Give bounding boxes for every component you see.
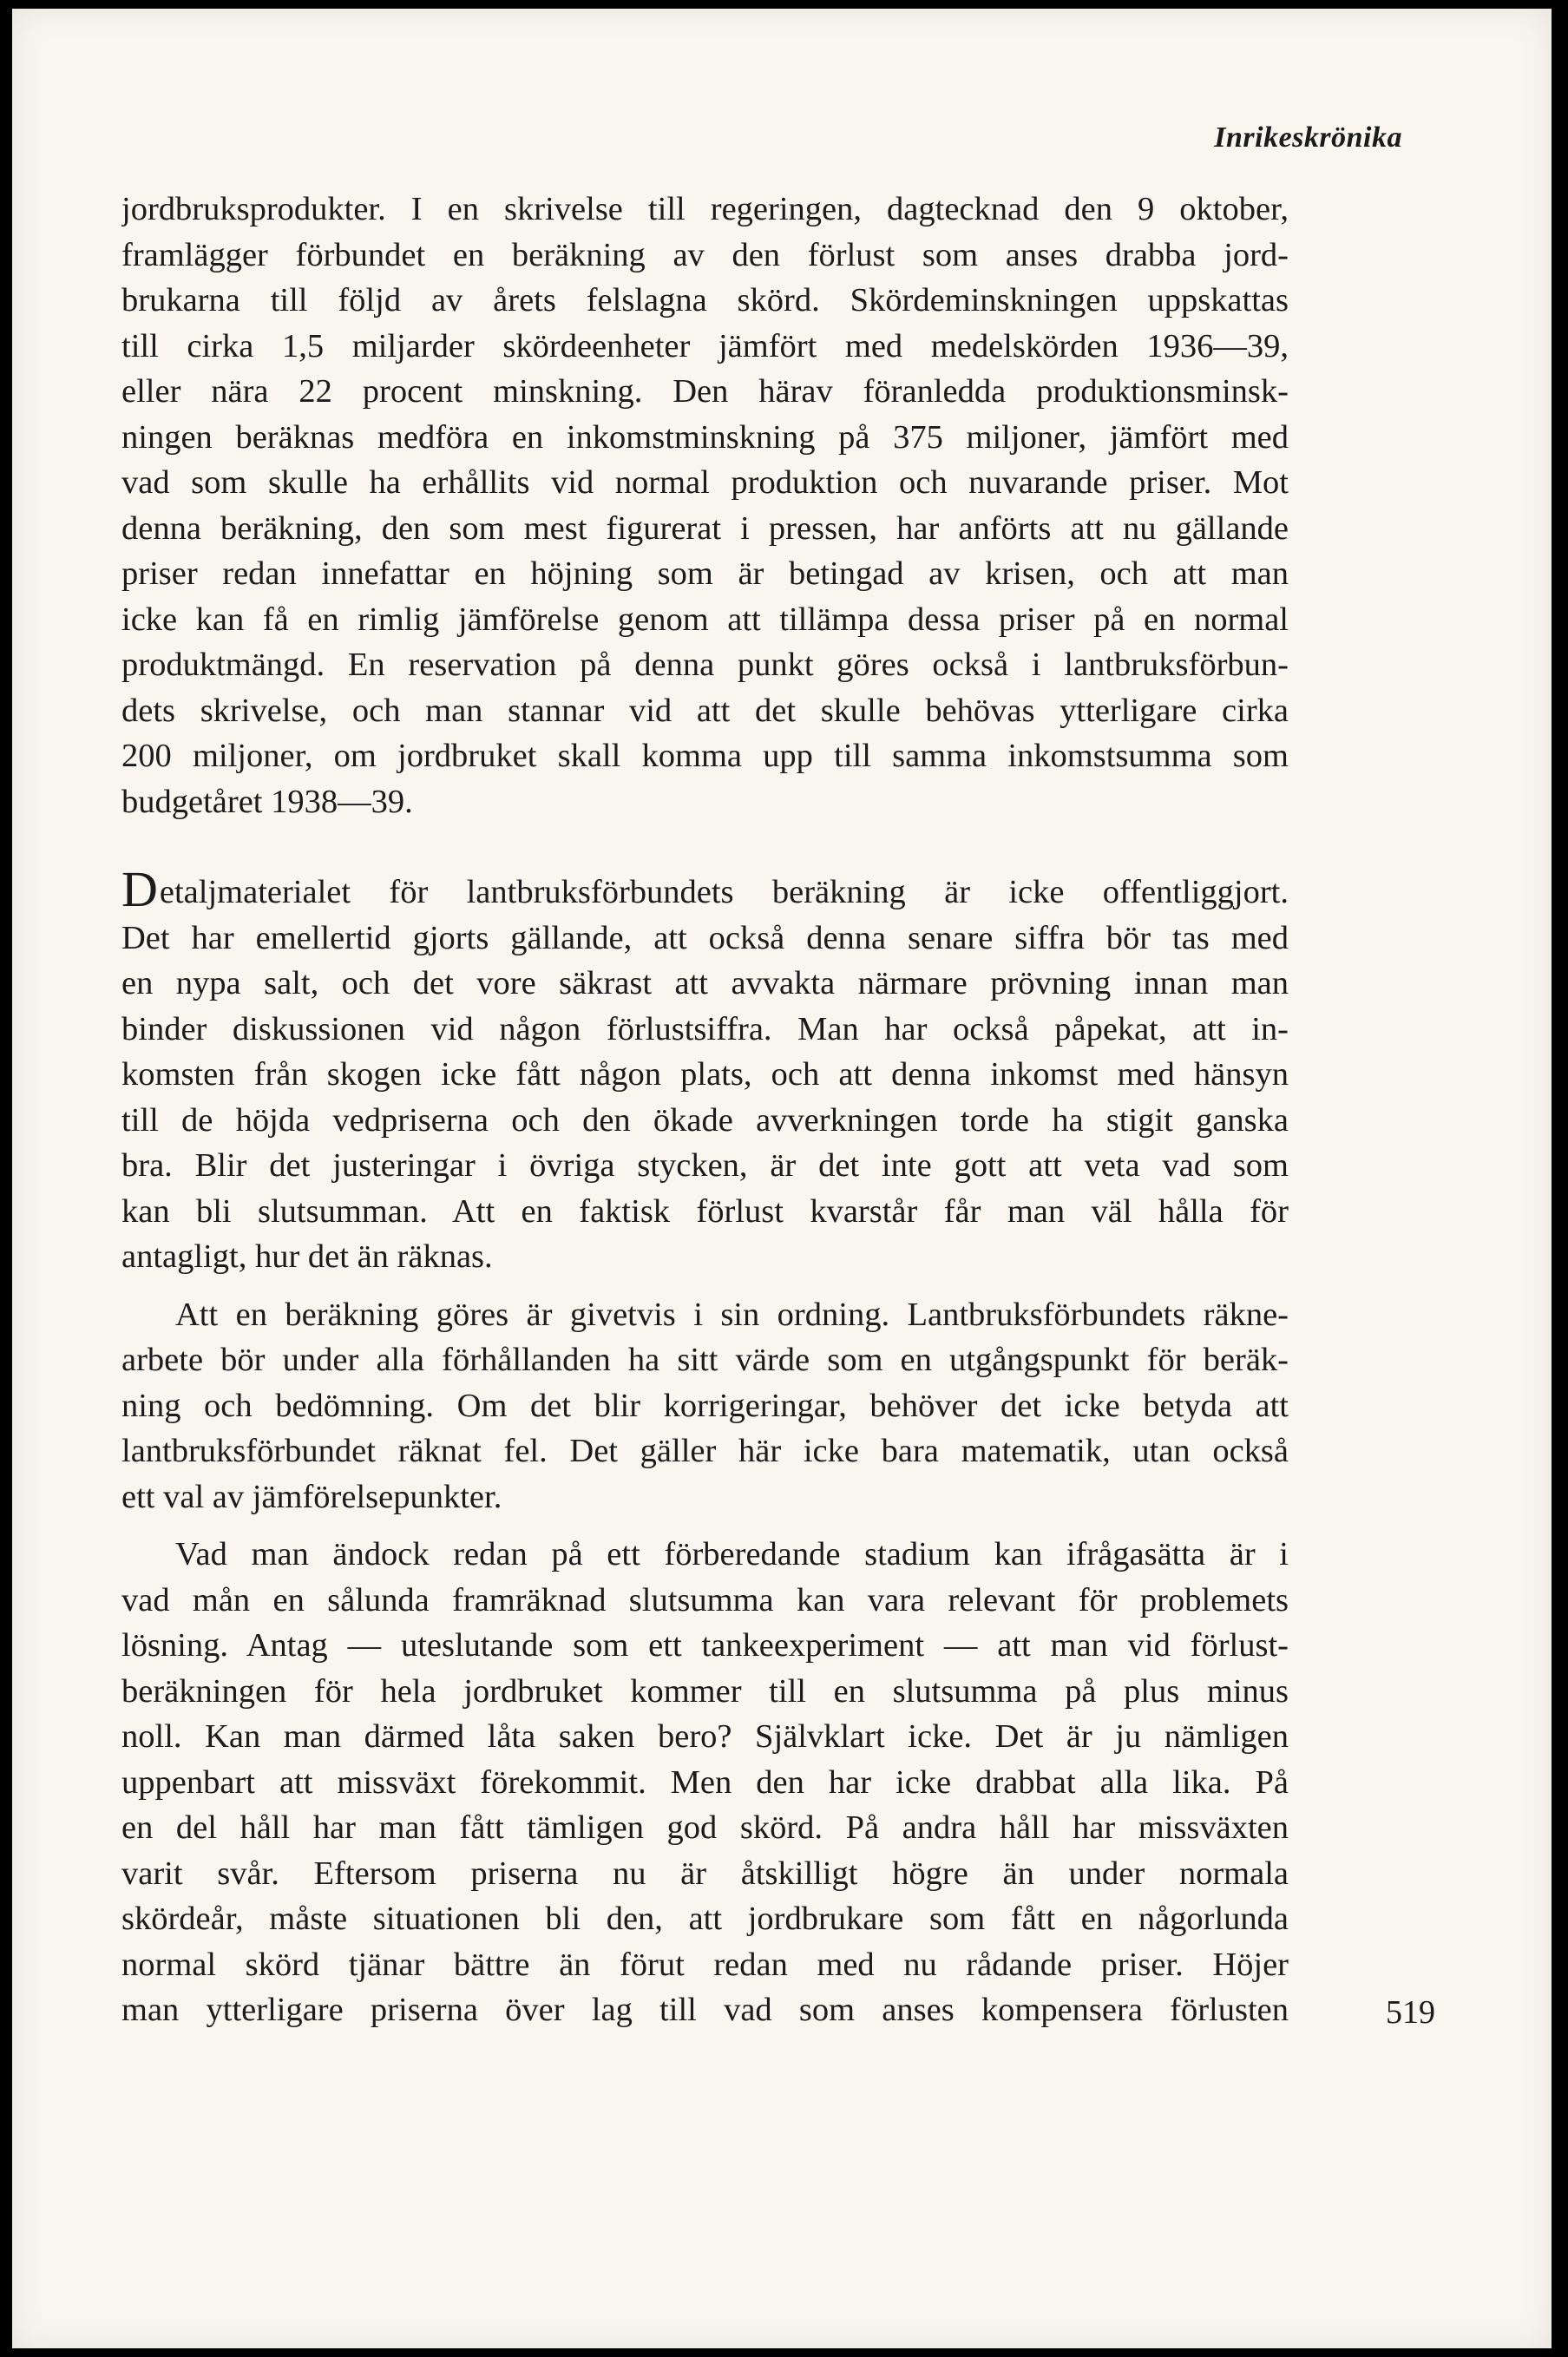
text-line: lösning. Antag — uteslutande som ett tankeexperiment — att man vid förlust- <box>121 1627 1289 1664</box>
text-line: jordbruksprodukter. I en skrivelse till regeringen, dagtecknad den 9 oktober, <box>121 191 1289 227</box>
text-line: komsten från skogen icke fått någon plats, och att denna inkomst med hänsyn <box>121 1056 1289 1093</box>
drop-cap: D <box>121 870 158 916</box>
section-break <box>121 824 1289 870</box>
text-line: Det har emellertid gjorts gällande, att också denna senare siffra bör tas med <box>121 919 1289 956</box>
text-line: uppenbart att missväxt förekommit. Men den har icke drabbat alla lika. På <box>121 1763 1289 1801</box>
text-line: normal skörd tjänar bättre än förut redan med nu rådande priser. Höjer <box>121 1946 1289 1983</box>
text-line: arbete bör under alla förhållanden ha sitt värde som en utgångspunkt för beräk- <box>121 1342 1289 1378</box>
text-line: beräkningen för hela jordbruket kommer till en slutsumma på plus minus <box>121 1672 1289 1710</box>
paragraph-3 <box>121 1292 1289 1520</box>
text-line: brukarna till följd av årets felslagna skörd. Skördeminskningen uppskattas <box>121 282 1289 318</box>
text-line: en nypa salt, och det vore säkrast att avvakta närmare prövning innan man <box>121 965 1289 1001</box>
text-line: skördeår, måste situationen bli den, att jordbrukare som fått en någorlunda <box>121 1901 1289 1937</box>
text-line: vad som skulle ha erhållits vid normal produktion och nuvarande priser. Mot <box>121 464 1289 501</box>
paragraph-4 <box>121 1532 1289 2033</box>
text-line: kan bli slutsumman. Att en faktisk förlust kvarstår får man väl hålla för <box>121 1192 1289 1230</box>
text-line: priser redan innefattar en höjning som är betingad av krisen, och att man <box>121 555 1289 592</box>
text-line: 200 miljoner, om jordbruket skall komma upp till samma inkomstsumma som <box>121 738 1289 774</box>
text-line: Att en beräkning göres är givetvis i sin ordning. Lantbruksförbundets räkne- <box>175 1296 1289 1333</box>
page-number: 519 <box>1386 1994 1435 2031</box>
text-line: eller nära 22 procent minskning. Den härav föranledda produktionsminsk- <box>121 373 1289 410</box>
text-line: noll. Kan man därmed låta saken bero? Självklart icke. Det är ju nämligen <box>121 1718 1289 1755</box>
text-line: binder diskussionen vid någon förlustsiffra. Man har också påpekat, att in- <box>121 1010 1289 1047</box>
running-head: Inrikeskrönika <box>1214 121 1402 154</box>
text-line: vad mån en sålunda framräknad slutsumma kan vara relevant för problemets <box>121 1581 1289 1618</box>
text-line: Vad man ändock redan på ett förberedande stadium kan ifrågasätta är i <box>175 1536 1289 1572</box>
text-line: budgetåret 1938—39. <box>121 783 413 820</box>
paragraph-gap <box>121 1280 1289 1292</box>
paragraph-2 <box>121 870 1289 1280</box>
text-line: produktmängd. En reservation på denna punkt göres också i lantbruksförbun- <box>121 647 1289 683</box>
text-line: bra. Blir det justeringar i övriga stycken, är det inte gott att veta vad som <box>121 1147 1289 1184</box>
text-line: ningen beräknas medföra en inkomstminskning på 375 miljoner, jämfört med <box>121 418 1289 456</box>
text-line: till de höjda vedpriserna och den ökade avverkningen torde ha stigit ganska <box>121 1101 1289 1139</box>
text-line: en del håll har man fått tämligen god skörd. På andra håll har missväxten <box>121 1809 1289 1846</box>
text-line: antagligt, hur det än räknas. <box>121 1238 493 1275</box>
text-line: lantbruksförbundet räknat fel. Det gäller här icke bara matematik, utan också <box>121 1433 1289 1469</box>
text-line: ett val av jämförelsepunkter. <box>121 1478 502 1515</box>
text-line: dets skrivelse, och man stannar vid att det skulle behövas ytterligare cirka <box>121 692 1289 729</box>
text-line: ning och bedömning. Om det blir korrigeringar, behöver det icke betyda att <box>121 1387 1289 1424</box>
text-line: denna beräkning, den som mest figurerat i pressen, har anförts att nu gällande <box>121 509 1289 547</box>
text-line: etaljmaterialet för lantbruksförbundets beräkning är icke offentliggjort. <box>159 874 1289 910</box>
text-line: varit svår. Eftersom priserna nu är åtskilligt högre än under normala <box>121 1855 1289 1892</box>
paragraph-gap <box>121 1520 1289 1532</box>
book-page <box>12 9 1552 2348</box>
body-text <box>121 187 1289 2033</box>
paragraph-1 <box>121 187 1289 824</box>
text-line-with-dropcap <box>121 870 1289 916</box>
text-line: man ytterligare priserna över lag till vad som anses kompensera förlusten <box>121 1992 1289 2028</box>
text-line: till cirka 1,5 miljarder skördeenheter jämfört med medelskörden 1936—39, <box>121 327 1289 364</box>
text-line: icke kan få en rimlig jämförelse genom att tillämpa dessa priser på en normal <box>121 601 1289 638</box>
text-line: framlägger förbundet en beräkning av den förlust som anses drabba jord- <box>121 236 1289 273</box>
